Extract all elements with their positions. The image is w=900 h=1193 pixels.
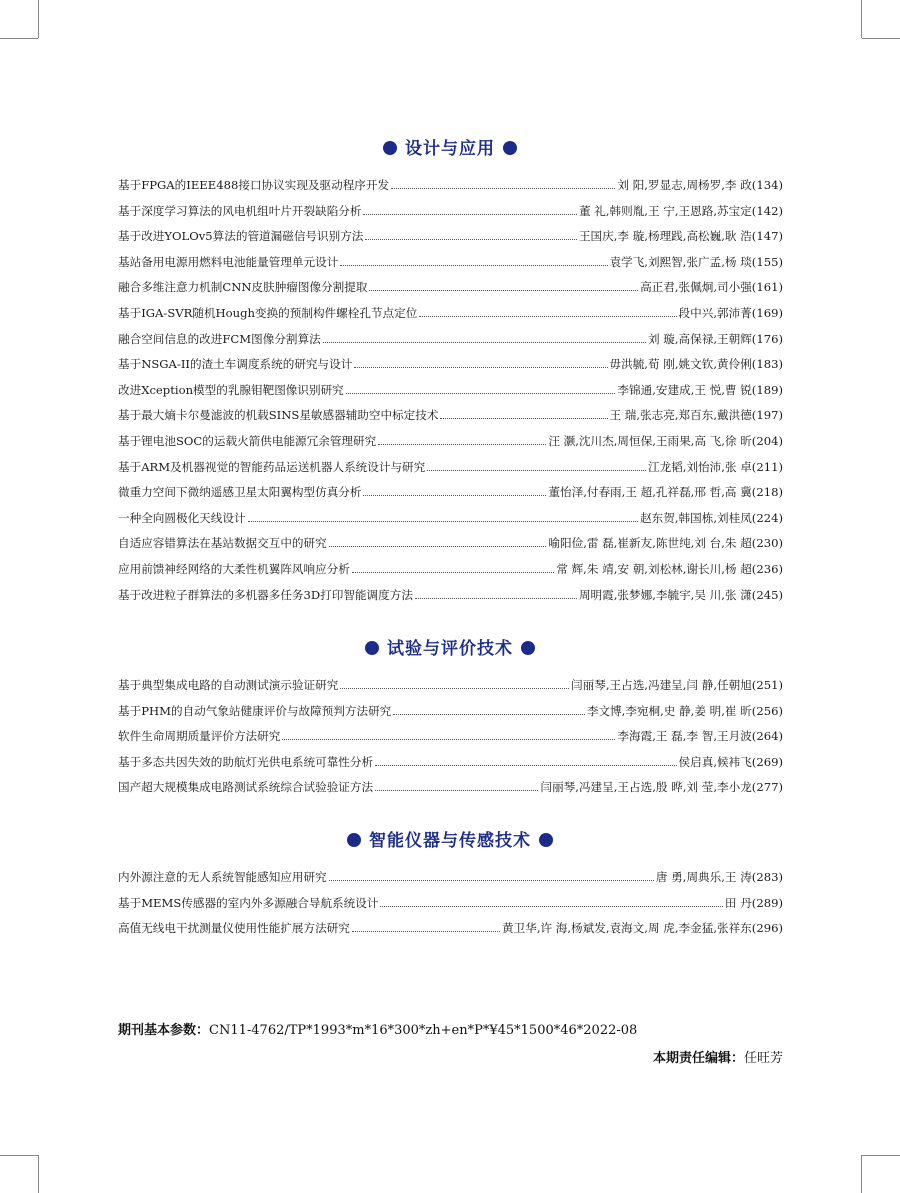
entry-page-close: ) xyxy=(778,536,783,551)
toc-entry[interactable] xyxy=(118,561,783,587)
entry-page-open: ( xyxy=(751,754,757,769)
params-value: CN11-4762/TP*1993*m*16*300*zh+en*P*¥45*1500*46*2022-08 xyxy=(209,1023,638,1038)
entry-page-close: ) xyxy=(778,703,783,718)
toc-entry[interactable] xyxy=(118,177,783,203)
entry-page-close: ) xyxy=(778,280,783,295)
entry-page-close: ) xyxy=(778,729,783,744)
entry-title: 基于NSGA-II的渣土车调度系统的研究与设计 xyxy=(118,357,353,372)
toc-entry[interactable] xyxy=(118,677,783,703)
dot-leader xyxy=(415,597,577,599)
dot-leader xyxy=(354,366,607,368)
entry-page-open: ( xyxy=(751,729,757,744)
entry-page-close: ) xyxy=(778,408,783,423)
dot-leader xyxy=(329,879,654,881)
entry-page: 283 xyxy=(756,870,779,884)
entry-page: 264 xyxy=(756,729,779,744)
params-label: 期刊基本参数： xyxy=(118,1023,210,1038)
crop-mark-bottom-left-h xyxy=(0,1155,38,1156)
crop-mark-top-right-v xyxy=(861,0,862,38)
crop-mark-bottom-left-v xyxy=(38,1155,39,1193)
dot-leader xyxy=(363,213,576,215)
entry-page-close: ) xyxy=(778,459,783,474)
entry-authors: 闫丽琴,王占选,冯建呈,闫 静,任朝旭 xyxy=(571,678,752,692)
toc-entry[interactable] xyxy=(118,587,783,613)
toc-entry[interactable] xyxy=(118,484,783,510)
entry-title: 基于FPGA的IEEE488接口协议实现及驱动程序开发 xyxy=(118,178,390,192)
bullet-dot-icon xyxy=(347,833,361,847)
toc-entry[interactable] xyxy=(118,382,783,408)
entry-page-open: ( xyxy=(751,921,757,936)
entry-title: 基于PHM的自动气象站健康评价与故障预判方法研究 xyxy=(118,703,392,718)
toc-entry[interactable] xyxy=(118,920,783,946)
dot-leader xyxy=(352,571,554,573)
toc-entry[interactable] xyxy=(118,203,783,229)
entry-title: 基于ARM及机器视觉的智能药品运送机器人系统设计与研究 xyxy=(118,459,426,474)
dot-leader xyxy=(380,905,722,907)
bullet-dot-icon xyxy=(503,141,517,155)
toc-entry[interactable] xyxy=(118,433,783,459)
entry-title: 基于MEMS传感器的室内外多源融合导航系统设计 xyxy=(118,895,379,910)
entry-title: 基于锂电池SOC的运载火箭供电能源冗余管理研究 xyxy=(118,433,377,448)
dot-leader xyxy=(369,289,638,291)
section-title-test-evaluation: 试验与评价技术 xyxy=(0,634,900,659)
entry-page: 251 xyxy=(756,678,779,692)
entry-page-open: ( xyxy=(751,229,757,244)
dot-leader xyxy=(375,789,538,791)
entry-title: 基站备用电源用燃料电池能量管理单元设计 xyxy=(118,254,339,269)
dot-leader xyxy=(352,930,500,932)
entry-page-open: ( xyxy=(751,305,757,320)
dot-leader xyxy=(248,520,639,522)
entry-page-open: ( xyxy=(751,678,757,692)
toc-entry[interactable] xyxy=(118,869,783,895)
entry-authors: 王 瑞,张志亮,郑百东,戴洪德 xyxy=(609,408,752,423)
entry-page-open: ( xyxy=(751,485,757,500)
entry-page: 245 xyxy=(756,587,779,602)
entry-page: 256 xyxy=(756,703,779,718)
entry-page-close: ) xyxy=(778,587,783,602)
entry-page-close: ) xyxy=(778,485,783,500)
responsible-editor xyxy=(653,1047,783,1066)
entry-page-open: ( xyxy=(751,408,757,423)
dot-leader xyxy=(393,713,585,715)
bullet-dot-icon xyxy=(539,833,553,847)
entry-authors: 董 礼,韩则胤,王 宁,王恩路,苏宝定 xyxy=(578,203,752,218)
entry-page: 224 xyxy=(756,510,779,525)
entry-page-close: ) xyxy=(778,678,783,692)
entry-title: 高值无线电干扰测量仪使用性能扩展方法研究 xyxy=(118,921,350,936)
entry-page-open: ( xyxy=(751,254,757,269)
crop-mark-top-right-h xyxy=(862,38,900,39)
entry-page-close: ) xyxy=(778,357,783,372)
entry-title: 软件生命周期质量评价方法研究 xyxy=(118,729,281,744)
editor-label: 本期责任编辑： xyxy=(652,1051,744,1066)
entry-authors: 段中兴,郭沛菁 xyxy=(678,305,752,320)
entry-authors: 毋洪毓,荀 刚,姚文钦,黄伶俐 xyxy=(609,357,752,372)
dot-leader xyxy=(391,187,615,189)
entry-title: 国产超大规模集成电路测试系统综合试验验证方法 xyxy=(118,780,374,795)
entry-page-open: ( xyxy=(751,703,757,718)
entry-page-open: ( xyxy=(751,587,757,602)
entry-authors: 董怡泽,付春雨,王 超,孔祥磊,邢 哲,高 冀 xyxy=(548,485,752,500)
toc-entry[interactable] xyxy=(118,356,783,382)
editor-value: 任旺芳 xyxy=(743,1051,783,1066)
dot-leader xyxy=(378,443,546,445)
toc-entry[interactable] xyxy=(118,331,783,357)
entry-page: 204 xyxy=(756,433,779,448)
crop-mark-top-left-v xyxy=(38,0,39,38)
dot-leader xyxy=(440,417,607,419)
entry-authors: 赵东贺,韩国栋,刘桂凤 xyxy=(640,510,752,525)
entry-title: 内外源注意的无人系统智能感知应用研究 xyxy=(118,870,327,884)
bullet-dot-icon xyxy=(521,641,535,655)
dot-leader xyxy=(363,494,546,496)
entry-authors: 高正君,张佩炯,司小强 xyxy=(640,280,752,295)
entry-page-close: ) xyxy=(778,178,783,192)
entry-title: 基于典型集成电路的自动测试演示验证研究 xyxy=(118,678,339,692)
toc-entry[interactable] xyxy=(118,228,783,254)
toc-entry[interactable] xyxy=(118,535,783,561)
crop-mark-bottom-right-v xyxy=(861,1155,862,1193)
toc-entry[interactable] xyxy=(118,459,783,485)
toc-entry[interactable] xyxy=(118,754,783,780)
entry-authors: 刘 阳,罗显志,周杨罗,李 政 xyxy=(617,178,752,192)
entry-authors: 袁学飞,刘熙智,张广孟,杨 琰 xyxy=(609,254,752,269)
dot-leader xyxy=(419,315,676,317)
entry-page-open: ( xyxy=(751,433,757,448)
entry-title: 微重力空间下微纳遥感卫星太阳翼构型仿真分析 xyxy=(118,485,362,500)
crop-mark-bottom-right-h xyxy=(862,1155,900,1156)
toc-entry[interactable] xyxy=(118,510,783,536)
entry-page: 176 xyxy=(756,331,779,346)
entry-page-close: ) xyxy=(778,254,783,269)
bullet-dot-icon xyxy=(383,141,397,155)
bullet-dot-icon xyxy=(365,641,379,655)
entry-authors: 闫丽琴,冯建呈,王占选,殷 晔,刘 莹,李小龙 xyxy=(540,780,752,795)
entry-page-close: ) xyxy=(778,780,783,795)
entry-page: 277 xyxy=(756,780,779,795)
toc-entry[interactable] xyxy=(118,305,783,331)
entry-page: 147 xyxy=(756,229,779,244)
entry-page-close: ) xyxy=(778,561,783,576)
entry-title: 基于多态共因失效的助航灯光供电系统可靠性分析 xyxy=(118,754,374,769)
entry-page-open: ( xyxy=(751,280,757,295)
entry-authors: 江龙韬,刘怡沛,张 卓 xyxy=(647,459,752,474)
entry-page-open: ( xyxy=(751,561,757,576)
entry-authors: 李锦通,安建成,王 悦,曹 锐 xyxy=(617,382,752,397)
toc-entry[interactable] xyxy=(118,779,783,805)
section-title-instruments-sensing: 智能仪器与传感技术 xyxy=(0,826,900,851)
entry-title: 基于深度学习算法的风电机组叶片开裂缺陷分析 xyxy=(118,203,362,218)
entry-page-close: ) xyxy=(778,331,783,346)
entry-authors: 汪 灏,沈川杰,周恒保,王雨果,高 飞,徐 昕 xyxy=(548,433,752,448)
entry-authors: 李海霞,王 磊,李 智,王月波 xyxy=(617,729,752,744)
entry-page: 183 xyxy=(756,357,779,372)
entry-page-open: ( xyxy=(751,382,757,397)
entry-page: 269 xyxy=(756,754,779,769)
dot-leader xyxy=(323,341,646,343)
entry-authors: 王国庆,李 璇,杨理践,高松巍,耿 浩 xyxy=(578,229,752,244)
entry-page-close: ) xyxy=(778,510,783,525)
entry-page-close: ) xyxy=(778,305,783,320)
entry-authors: 喻阳俭,雷 磊,崔新友,陈世纯,刘 台,朱 超 xyxy=(548,536,752,551)
entry-page-close: ) xyxy=(778,433,783,448)
entry-page-open: ( xyxy=(751,780,757,795)
crop-mark-top-left-h xyxy=(0,38,38,39)
entry-page-open: ( xyxy=(751,357,757,372)
entry-title: 改进Xception模型的乳腺钼靶图像识别研究 xyxy=(118,382,344,397)
entry-authors: 田 丹 xyxy=(724,895,752,910)
toc-list xyxy=(118,177,783,612)
entry-title: 应用前馈神经网络的大柔性机翼阵风响应分析 xyxy=(118,561,350,576)
entry-page: 197 xyxy=(756,408,779,423)
toc-entry[interactable] xyxy=(118,728,783,754)
entry-page-open: ( xyxy=(751,178,757,192)
entry-authors: 周明霞,张梦娜,李毓宇,吴 川,张 潇 xyxy=(578,587,752,602)
entry-page: 161 xyxy=(756,280,779,295)
dot-leader xyxy=(375,764,676,766)
entry-authors: 李文博,李宛桐,史 静,姜 明,崔 昕 xyxy=(586,703,752,718)
entry-page: 134 xyxy=(756,178,779,192)
entry-page: 189 xyxy=(756,382,779,397)
toc-list xyxy=(118,869,783,946)
entry-authors: 唐 勇,周典乐,王 涛 xyxy=(655,870,752,884)
entry-page: 211 xyxy=(756,459,779,474)
entry-title: 一种全向圆极化天线设计 xyxy=(118,510,246,525)
entry-title: 融合空间信息的改进FCM图像分割算法 xyxy=(118,331,321,346)
dot-leader xyxy=(427,469,646,471)
entry-page: 296 xyxy=(756,921,779,936)
entry-page-open: ( xyxy=(751,331,757,346)
dot-leader xyxy=(340,264,607,266)
entry-title: 自适应容错算法在基站数据交互中的研究 xyxy=(118,536,327,551)
dot-leader xyxy=(282,738,615,740)
entry-page-close: ) xyxy=(778,895,783,910)
entry-page: 289 xyxy=(756,895,779,910)
entry-authors: 刘 璇,高保禄,王朝辉 xyxy=(647,331,752,346)
entry-page: 218 xyxy=(756,485,779,500)
toc-entry[interactable] xyxy=(118,279,783,305)
toc-list xyxy=(118,677,783,805)
journal-parameters xyxy=(118,1019,637,1038)
entry-title: 基于最大熵卡尔曼滤波的机载SINS星敏感器辅助空中标定技术 xyxy=(118,408,439,423)
toc-entry[interactable] xyxy=(118,895,783,921)
entry-page-open: ( xyxy=(751,510,757,525)
entry-page-open: ( xyxy=(751,536,757,551)
toc-entry[interactable] xyxy=(118,407,783,433)
entry-page: 142 xyxy=(756,203,779,218)
entry-page-close: ) xyxy=(778,754,783,769)
entry-title: 基于改进粒子群算法的多机器多任务3D打印智能调度方法 xyxy=(118,587,413,602)
entry-authors: 黄卫华,许 海,杨斌发,袁海文,周 虎,李金猛,张祥东 xyxy=(502,921,752,936)
entry-page-open: ( xyxy=(751,203,757,218)
entry-page: 169 xyxy=(756,305,779,320)
entry-title: 基于改进YOLOv5算法的管道漏磁信号识别方法 xyxy=(118,229,364,244)
entry-page-close: ) xyxy=(778,229,783,244)
section-title-design-application: 设计与应用 xyxy=(0,134,900,159)
entry-page-open: ( xyxy=(751,459,757,474)
entry-page: 155 xyxy=(756,254,779,269)
entry-page: 236 xyxy=(756,561,779,576)
entry-authors: 侯启真,候袆飞 xyxy=(678,754,752,769)
toc-entry[interactable] xyxy=(118,254,783,280)
entry-page-close: ) xyxy=(778,921,783,936)
dot-leader xyxy=(329,545,547,547)
entry-page-close: ) xyxy=(778,203,783,218)
entry-page: 230 xyxy=(756,536,779,551)
toc-entry[interactable] xyxy=(118,703,783,729)
entry-page-close: ) xyxy=(778,870,783,884)
entry-title: 基于IGA-SVR随机Hough变换的预制构件螺栓孔节点定位 xyxy=(118,305,418,320)
entry-page-open: ( xyxy=(751,870,757,884)
entry-authors: 常 辉,朱 靖,安 朝,刘松林,谢长川,杨 超 xyxy=(556,561,752,576)
dot-leader xyxy=(340,687,569,689)
dot-leader xyxy=(346,392,616,394)
dot-leader xyxy=(365,238,577,240)
entry-page-close: ) xyxy=(778,382,783,397)
entry-page-open: ( xyxy=(751,895,757,910)
entry-title: 融合多维注意力机制CNN皮肤肿瘤图像分割提取 xyxy=(118,280,368,295)
